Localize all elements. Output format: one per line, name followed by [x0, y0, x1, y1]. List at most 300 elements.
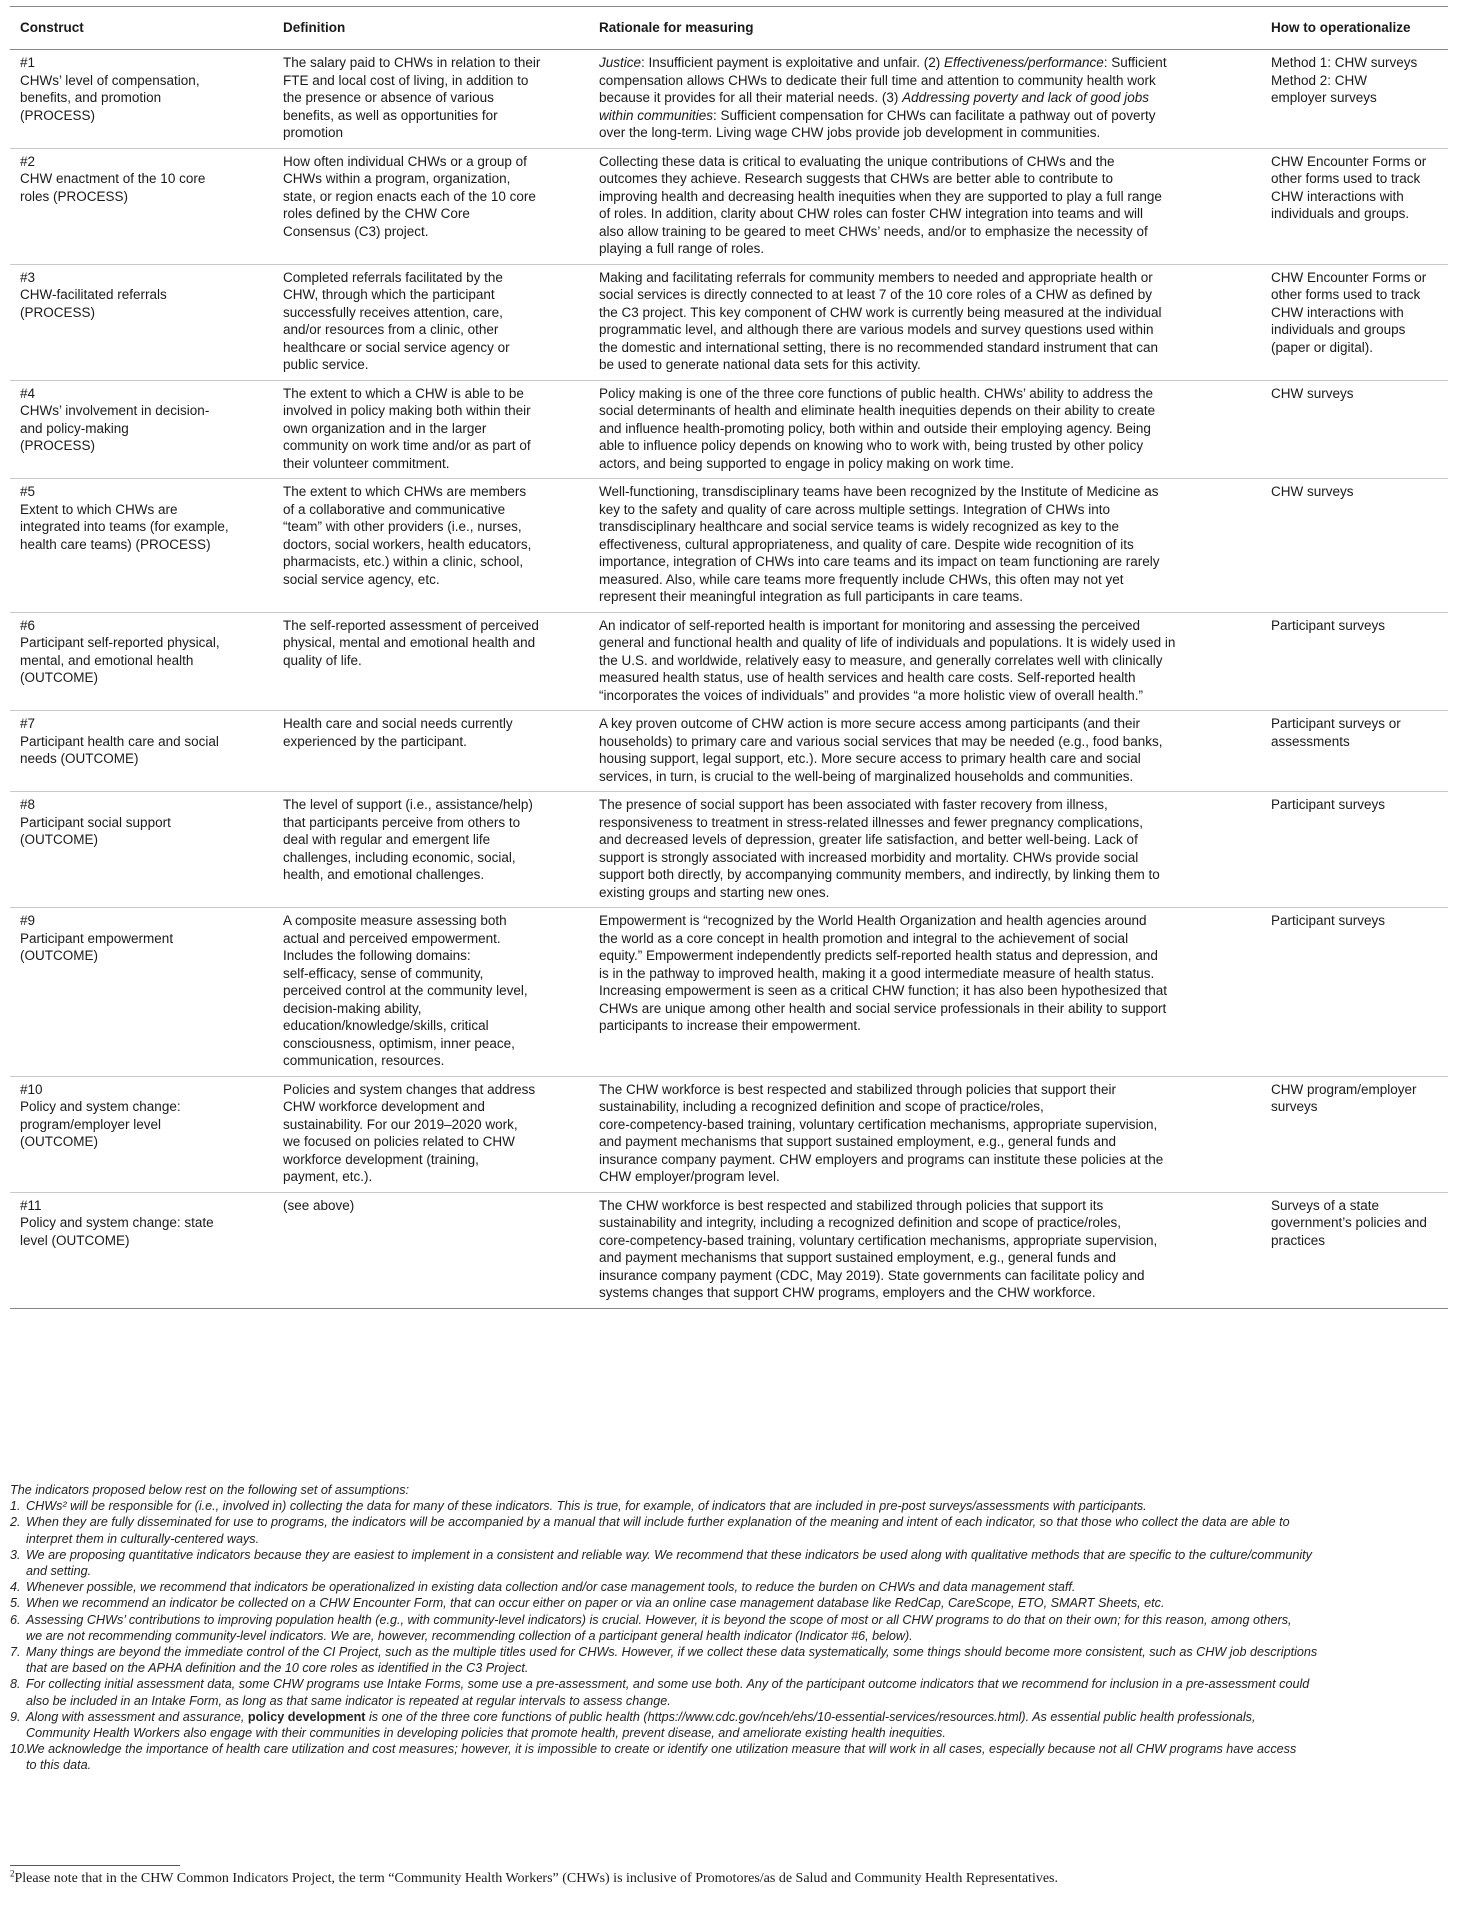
- construct-cell-line: (PROCESS): [20, 438, 96, 453]
- definition-cell-line: (see above): [283, 1197, 355, 1213]
- rationale-line: [599, 483, 1253, 501]
- definition-cell-line: quality of life.: [283, 652, 362, 668]
- operationalize-cell-line: CHW program/employer: [1271, 1081, 1417, 1097]
- rationale-text: also allow training to be geared to meet CHWs’ needs, and/or to emphasize the necessity of: [599, 223, 1148, 239]
- definition-cell-line: Completed referrals facilitated by the: [283, 269, 503, 285]
- definition-cell-line: involved in policy making both within their: [283, 403, 531, 418]
- note-number: 3.: [10, 1547, 21, 1562]
- note-line: Assessing CHWs’ contributions to improving population health (e.g., with community-level indicators) is crucial. However, it is beyond the scope of most or all CHW programs to do that on their own; for this reason, among others,: [26, 1612, 1292, 1627]
- rationale-text: general and functional health and quality of life of individuals and populations. It is widely used in: [599, 635, 1176, 650]
- definition-cell: [273, 148, 589, 264]
- rationale-line: [599, 501, 1253, 519]
- operationalize-cell-line: other forms used to track: [1271, 287, 1421, 302]
- note-item: [10, 1741, 1438, 1773]
- note-item: [10, 1709, 1438, 1741]
- rationale-line: [599, 1017, 1253, 1035]
- definition-cell-line: CHWs within a program, organization,: [283, 171, 511, 186]
- rationale-line: [599, 1151, 1253, 1169]
- rationale-line: [599, 420, 1253, 438]
- note-line: we are not recommending community-level indicators. We are, however, recommending collection of a participant general health indicator (Indicator #6, below).: [26, 1628, 913, 1643]
- rationale-line: [599, 947, 1253, 965]
- rationale-text: CHW employer/program level.: [599, 1169, 780, 1184]
- rationale-cell: [589, 711, 1261, 792]
- rationale-text: the world as a core concept in health promotion and integral to the achievement of social: [599, 930, 1129, 946]
- construct-cell-line: level (OUTCOME): [20, 1232, 130, 1248]
- construct-cell-line: (PROCESS): [20, 107, 96, 123]
- construct-cell-line: #8: [20, 797, 36, 812]
- definition-cell-line: experienced by the participant.: [283, 733, 467, 749]
- operationalize-cell-line: Participant surveys: [1271, 617, 1386, 633]
- definition-cell-line: The salary paid to CHWs in relation to their: [283, 55, 541, 70]
- construct-cell-line: health care teams) (PROCESS): [20, 536, 211, 552]
- rationale-line: [599, 814, 1253, 832]
- rationale-line: [599, 89, 1253, 107]
- construct-cell-line: #10: [20, 1081, 43, 1097]
- operationalize-cell: [1261, 1076, 1448, 1192]
- rationale-cell: [589, 1076, 1261, 1192]
- operationalize-cell-line: assessments: [1271, 733, 1350, 749]
- construct-cell-line: Participant social support: [20, 814, 171, 830]
- definition-cell-line: The level of support (i.e., assistance/help): [283, 797, 533, 812]
- rationale-text: insurance company payment. CHW employers and programs can institute these policies at the: [599, 1151, 1164, 1167]
- construct-cell-line: and policy-making: [20, 420, 129, 436]
- rationale-line: [599, 669, 1253, 687]
- construct-cell-line: (PROCESS): [20, 304, 96, 320]
- rationale-text: support both directly, by accompanying community members, and indirectly, by linking them to: [599, 867, 1160, 882]
- note-text: [26, 1709, 1438, 1741]
- construct-cell-line: (OUTCOME): [20, 670, 98, 685]
- note-line: We are proposing quantitative indicators because they are easiest to implement in a consistent and reliable way. We recommend that these indicators be used along with qualitative methods that are specific to the culture/community: [26, 1547, 1312, 1562]
- rationale-text: insurance company payment (CDC, May 2019). State governments can facilitate policy and: [599, 1267, 1145, 1283]
- definition-cell-line: state, or region enacts each of the 10 core: [283, 188, 536, 204]
- definition-cell-line: perceived control at the community level,: [283, 983, 528, 998]
- table-row: [10, 264, 1448, 380]
- rationale-text: measured health status, use of health services and health care costs. Self-reported health: [599, 670, 1136, 685]
- note-line: When we recommend an indicator be collected on a CHW Encounter Form, that can occur either on paper or via an online case management database like RedCap, CareScope, ETO, SMART Sheets, etc.: [26, 1596, 1165, 1611]
- rationale-text: social services is directly connected to at least 7 of the 10 core roles of a CHW as defined by: [599, 287, 1153, 302]
- note-text: [26, 1595, 1438, 1611]
- table-body: [10, 50, 1448, 1309]
- assumptions-notes: [10, 1482, 1438, 1774]
- definition-cell-line: that participants perceive from others to: [283, 814, 521, 830]
- rationale-line: [599, 617, 1253, 635]
- rationale-text: The presence of social support has been associated with faster recovery from illness,: [599, 797, 1108, 812]
- table-row: [10, 1192, 1448, 1308]
- definition-cell-line: pharmacists, etc.) within a clinic, school,: [283, 554, 524, 569]
- rationale-line: [599, 286, 1253, 304]
- note-number: 10.: [10, 1742, 28, 1757]
- note-text-part: is one of the three core functions of public health (https://www.cdc.gov/nceh/ehs/10-essential-services/resources.html). As essential public health professionals,: [365, 1709, 1256, 1724]
- operationalize-cell-line: practices: [1271, 1232, 1326, 1248]
- definition-cell-line: successfully receives attention, care,: [283, 304, 503, 320]
- rationale-line: [599, 536, 1253, 554]
- rationale-line: [599, 1000, 1253, 1018]
- operationalize-cell-line: CHW Encounter Forms or: [1271, 153, 1427, 169]
- definition-cell-line: The extent to which CHWs are members: [283, 484, 527, 499]
- definition-cell-line: communication, resources.: [283, 1053, 445, 1068]
- construct-cell-line: Policy and system change:: [20, 1099, 181, 1114]
- rationale-text: sustainability and integrity, including a recognized definition and scope of practice/roles,: [599, 1215, 1122, 1230]
- definition-cell-line: decision-making ability,: [283, 1000, 422, 1016]
- definition-cell: [273, 792, 589, 908]
- construct-cell-line: Participant self-reported physical,: [20, 635, 220, 650]
- rationale-text: responsiveness to treatment in stress-related illnesses and fewer pregnancy complications,: [599, 814, 1144, 830]
- rationale-emphasis: Effectiveness/performance: [943, 55, 1104, 70]
- definition-cell-line: Includes the following domains:: [283, 948, 471, 963]
- construct-cell-line: CHW-facilitated referrals: [20, 287, 167, 302]
- rationale-line: [599, 553, 1253, 571]
- rationale-line: [599, 930, 1253, 948]
- definition-cell-line: health, and emotional challenges.: [283, 867, 485, 882]
- rationale-text: improving health and decreasing health inequities when they are supported to play a full range: [599, 188, 1162, 204]
- rationale-line: [599, 1098, 1253, 1116]
- note-item: [10, 1547, 1438, 1579]
- operationalize-cell-line: Surveys of a state: [1271, 1197, 1380, 1213]
- indicators-table: [10, 6, 1448, 1309]
- rationale-line: [599, 634, 1253, 652]
- note-item: [10, 1612, 1438, 1644]
- construct-cell-line: CHW enactment of the 10 core: [20, 171, 206, 186]
- note-number: 7.: [10, 1645, 21, 1660]
- definition-cell: [273, 50, 589, 149]
- rationale-cell: [589, 264, 1261, 380]
- rationale-text: key to the safety and quality of care across multiple settings. Integration of CHWs into: [599, 501, 1110, 517]
- rationale-cell: [589, 792, 1261, 908]
- rationale-text: is in the pathway to improved health, making it a good intermediate measure of health status.: [599, 965, 1155, 981]
- note-text: [26, 1676, 1438, 1708]
- note-text: [26, 1644, 1438, 1676]
- note-number: 2.: [10, 1515, 21, 1530]
- note-number: 6.: [10, 1612, 21, 1627]
- construct-cell-line: Participant empowerment: [20, 930, 174, 946]
- construct-cell-line: Participant health care and social: [20, 733, 219, 749]
- definition-cell: [273, 1192, 589, 1308]
- rationale-line: [599, 339, 1253, 357]
- construct-cell-line: (OUTCOME): [20, 832, 98, 847]
- rationale-text: Making and facilitating referrals for community members to needed and appropriate health or: [599, 269, 1153, 285]
- note-line: Many things are beyond the immediate control of the CI Project, such as the multiple titles used for CHWs. However, if we collect these data systematically, some things should become more consistent, such as CHW job descriptions: [26, 1645, 1318, 1660]
- definition-cell-line: social service agency, etc.: [283, 571, 440, 587]
- rationale-text: and influence health-promoting policy, both within and outside their employing agency. Being: [599, 420, 1151, 436]
- rationale-text: the U.S. and worldwide, relatively easy to measure, and generally correlates well with clinically: [599, 652, 1163, 668]
- table-row: [10, 612, 1448, 711]
- rationale-text: A key proven outcome of CHW action is more secure access among participants (and their: [599, 716, 1140, 731]
- table-row: [10, 792, 1448, 908]
- operationalize-cell: [1261, 148, 1448, 264]
- rationale-line: [599, 54, 1253, 72]
- operationalize-cell: [1261, 1192, 1448, 1308]
- rationale-line: [599, 912, 1253, 930]
- construct-cell-line: benefits, and promotion: [20, 90, 162, 105]
- operationalize-cell-line: CHW surveys: [1271, 484, 1354, 499]
- operationalize-cell: [1261, 380, 1448, 479]
- rationale-line: [599, 1284, 1253, 1302]
- rationale-text: CHWs are unique among other health and social service professionals in their ability to support: [599, 1000, 1167, 1016]
- construct-cell-line: roles (PROCESS): [20, 188, 129, 204]
- note-line: that are based on the APHA definition and the 10 core roles as identified in the C3 Project.: [26, 1661, 529, 1676]
- rationale-line: [599, 1133, 1253, 1151]
- definition-cell: [273, 711, 589, 792]
- definition-cell-line: The extent to which a CHW is able to be: [283, 385, 524, 401]
- rationale-text: : Insufficient payment is exploitative and unfair. (2): [641, 55, 944, 70]
- rationale-emphasis: Justice: [599, 55, 642, 70]
- rationale-line: [599, 356, 1253, 374]
- rationale-text: : Sufficient: [1103, 55, 1167, 70]
- rationale-emphasis: Addressing poverty and lack of good jobs: [902, 90, 1150, 105]
- table-row: [10, 711, 1448, 792]
- table-row: [10, 50, 1448, 149]
- rationale-line: [599, 170, 1253, 188]
- rationale-text: compensation allows CHWs to dedicate their full time and attention to community health work: [599, 72, 1156, 88]
- operationalize-cell: [1261, 711, 1448, 792]
- rationale-line: [599, 402, 1253, 420]
- rationale-text: support is strongly associated with increased morbidity and mortality. CHWs provide social: [599, 849, 1139, 865]
- rationale-line: [599, 269, 1253, 287]
- rationale-text: measured. Also, while care teams more frequently include CHWs, this often may not yet: [599, 571, 1124, 587]
- rationale-text: The CHW workforce is best respected and stabilized through policies that support its: [599, 1197, 1104, 1213]
- construct-cell-line: CHWs’ level of compensation,: [20, 72, 200, 88]
- construct-cell-line: #2: [20, 153, 36, 169]
- rationale-line: [599, 223, 1253, 241]
- rationale-line: [599, 965, 1253, 983]
- note-item: [10, 1579, 1438, 1595]
- rationale-text: social determinants of health and eliminate health inequities depends on their ability to create: [599, 403, 1156, 418]
- rationale-line: [599, 884, 1253, 902]
- rationale-line: [599, 768, 1253, 786]
- rationale-line: [599, 652, 1253, 670]
- rationale-text: An indicator of self-reported health is important for monitoring and assessing the perceived: [599, 617, 1141, 633]
- rationale-text: “incorporates the voices of individuals” and provides “a more holistic view of overall health.”: [599, 687, 1144, 703]
- definition-cell-line: and/or resources from a clinic, other: [283, 322, 499, 337]
- rationale-cell: [589, 380, 1261, 479]
- note-number: 5.: [10, 1596, 21, 1611]
- table-row: [10, 1076, 1448, 1192]
- rationale-text: Increasing empowerment is seen as a critical CHW function; it has also been hypothesized that: [599, 983, 1168, 998]
- construct-cell-line: Policy and system change: state: [20, 1215, 214, 1230]
- rationale-line: [599, 1081, 1253, 1099]
- rationale-text: core-competency-based training, voluntary certification mechanisms, appropriate supervision,: [599, 1232, 1158, 1248]
- rationale-line: [599, 588, 1253, 606]
- definition-cell-line: How often individual CHWs or a group of: [283, 153, 527, 169]
- construct-cell: [10, 380, 273, 479]
- operationalize-cell-line: Participant surveys: [1271, 797, 1386, 812]
- rationale-text: importance, integration of CHWs into care teams and its impact on team functioning are rarely: [599, 554, 1160, 569]
- operationalize-cell-line: government’s policies and: [1271, 1215, 1427, 1230]
- definition-cell-line: education/knowledge/skills, critical: [283, 1018, 489, 1033]
- definition-cell-line: we focused on policies related to CHW: [283, 1134, 515, 1149]
- note-line: When they are fully disseminated for use to programs, the indicators will be accompanied by a manual that will include further explanation of the meaning and intent of each indicator, so that those who collect the data are able to: [26, 1515, 1290, 1530]
- definition-cell-line: physical, mental and emotional health and: [283, 635, 536, 650]
- rationale-text: existing groups and starting new ones.: [599, 884, 830, 900]
- rationale-text: of roles. In addition, clarity about CHW roles can foster CHW integration into teams and will: [599, 206, 1143, 221]
- rationale-line: [599, 831, 1253, 849]
- rationale-text: sustainability, including a recognized definition and scope of practice/roles,: [599, 1099, 1044, 1114]
- construct-cell-line: program/employer level: [20, 1116, 162, 1132]
- construct-cell-line: #3: [20, 269, 36, 285]
- rationale-line: [599, 1232, 1253, 1250]
- definition-cell-line: own organization and in the larger: [283, 420, 487, 436]
- operationalize-cell: [1261, 264, 1448, 380]
- note-text: [26, 1612, 1438, 1644]
- construct-cell-line: CHWs’ involvement in decision-: [20, 403, 210, 418]
- definition-cell-line: benefits, as well as opportunities for: [283, 107, 498, 123]
- construct-cell-line: #4: [20, 385, 36, 401]
- rationale-text: be used to generate national data sets for this activity.: [599, 357, 921, 372]
- table-row: [10, 479, 1448, 613]
- construct-cell: [10, 612, 273, 711]
- header-operationalize: How to operationalize: [1261, 7, 1448, 50]
- note-number: 8.: [10, 1677, 21, 1692]
- construct-cell-line: #6: [20, 617, 36, 633]
- definition-cell-line: of a collaborative and communicative: [283, 501, 506, 517]
- construct-cell-line: #5: [20, 484, 36, 499]
- operationalize-cell-line: individuals and groups.: [1271, 206, 1410, 221]
- rationale-text: because it provides for all their material needs. (3): [599, 90, 903, 105]
- header-construct: Construct: [10, 7, 273, 50]
- definition-cell-line: their volunteer commitment.: [283, 455, 450, 471]
- definition-cell-line: the presence or absence of various: [283, 90, 494, 105]
- note-line: For collecting initial assessment data, some CHW programs use Intake Forms, some use a pre-assessment, and some use both. Any of the participant outcome indicators that we recommend for inclusion in a pre-assessment could: [26, 1677, 1310, 1692]
- rationale-line: [599, 385, 1253, 403]
- rationale-cell: [589, 1192, 1261, 1308]
- construct-cell-line: #1: [20, 55, 36, 70]
- rationale-line: [599, 205, 1253, 223]
- rationale-text: effectiveness, cultural appropriateness, and quality of care. Despite wide recognition of its: [599, 536, 1134, 552]
- construct-cell: [10, 1076, 273, 1192]
- note-item: [10, 1644, 1438, 1676]
- operationalize-cell-line: Participant surveys: [1271, 913, 1386, 928]
- definition-cell-line: Policies and system changes that address: [283, 1081, 536, 1097]
- note-text-part: Community Health Workers also engage with their communities in developing policies that promote health, prevent disease, and ameliorate existing health inequities.: [26, 1726, 946, 1741]
- construct-cell-line: (OUTCOME): [20, 948, 98, 963]
- operationalize-cell: [1261, 612, 1448, 711]
- definition-cell-line: Consensus (C3) project.: [283, 223, 429, 239]
- definition-cell-line: community on work time and/or as part of: [283, 438, 531, 453]
- rationale-line: [599, 455, 1253, 473]
- operationalize-cell-line: CHW interactions with: [1271, 304, 1404, 320]
- rationale-text: over the long-term. Living wage CHW jobs provide job development in communities.: [599, 125, 1101, 140]
- definition-cell-line: deal with regular and emergent life: [283, 832, 491, 847]
- rationale-text: programmatic level, and although there are various models and survey questions used within: [599, 322, 1154, 337]
- rationale-line: [599, 866, 1253, 884]
- rationale-line: [599, 72, 1253, 90]
- rationale-text: The CHW workforce is best respected and stabilized through policies that support their: [599, 1081, 1117, 1097]
- note-bold-term: policy development: [247, 1709, 366, 1724]
- note-text: [26, 1579, 1438, 1595]
- operationalize-cell-line: other forms used to track: [1271, 171, 1421, 186]
- operationalize-cell-line: CHW Encounter Forms or: [1271, 269, 1427, 285]
- definition-cell-line: actual and perceived empowerment.: [283, 930, 501, 946]
- rationale-text: core-competency-based training, voluntary certification mechanisms, appropriate supervision,: [599, 1116, 1158, 1132]
- operationalize-cell-line: Participant surveys or: [1271, 716, 1401, 731]
- rationale-line: [599, 1116, 1253, 1134]
- rationale-cell: [589, 50, 1261, 149]
- rationale-cell: [589, 148, 1261, 264]
- definition-cell: [273, 380, 589, 479]
- footnote-text: Please note that in the CHW Common Indicators Project, the term “Community Health Workers” (CHWs) is inclusive of Promotores/as de Salud and Community Health Representatives.: [14, 1871, 1058, 1886]
- note-text: [26, 1741, 1438, 1773]
- rationale-line: [599, 304, 1253, 322]
- definition-cell-line: The self-reported assessment of perceived: [283, 617, 539, 633]
- rationale-text: : Sufficient compensation for CHWs can facilitate a pathway out of poverty: [713, 107, 1156, 123]
- rationale-line: [599, 1214, 1253, 1232]
- construct-cell: [10, 792, 273, 908]
- operationalize-cell-line: individuals and groups: [1271, 322, 1406, 337]
- note-item: [10, 1676, 1438, 1708]
- rationale-text: equity.” Empowerment independently predicts self-reported health status and depression, and: [599, 948, 1158, 963]
- note-text: [26, 1514, 1438, 1546]
- rationale-line: [599, 733, 1253, 751]
- construct-cell-line: #9: [20, 913, 36, 928]
- operationalize-cell: [1261, 50, 1448, 149]
- rationale-text: Policy making is one of the three core functions of public health. CHWs’ ability to address the: [599, 385, 1154, 401]
- rationale-line: [599, 153, 1253, 171]
- construct-cell-line: #7: [20, 716, 36, 731]
- rationale-text: able to influence policy depends on knowing who to work with, being trusted by other policy: [599, 438, 1144, 453]
- note-item: [10, 1514, 1438, 1546]
- rationale-line: [599, 124, 1253, 142]
- construct-cell-line: needs (OUTCOME): [20, 751, 139, 766]
- definition-cell: [273, 612, 589, 711]
- construct-cell: [10, 148, 273, 264]
- rationale-text: the domestic and international setting, there is no recommended standard instrument that can: [599, 339, 1159, 355]
- rationale-line: [599, 687, 1253, 705]
- note-line: also be included in an Intake Form, as long as that same indicator is repeated at regular intervals to assess change.: [26, 1693, 671, 1708]
- note-line: We acknowledge the importance of health care utilization and cost measures; however, it is impossible to create or identify one utilization measure that will work in all cases, especially because not all CHW programs have access: [26, 1742, 1297, 1757]
- construct-cell: [10, 50, 273, 149]
- rationale-text: the C3 project. This key component of CHW work is currently being measured at the individual: [599, 304, 1162, 320]
- rationale-line: [599, 240, 1253, 258]
- definition-cell-line: CHW, through which the participant: [283, 287, 495, 302]
- note-item: [10, 1595, 1438, 1611]
- definition-cell: [273, 1076, 589, 1192]
- definition-cell-line: sustainability. For our 2019–2020 work,: [283, 1116, 518, 1132]
- note-text: [26, 1498, 1438, 1514]
- construct-cell: [10, 264, 273, 380]
- definition-cell-line: CHW workforce development and: [283, 1099, 485, 1114]
- rationale-line: [599, 518, 1253, 536]
- definition-cell-line: promotion: [283, 125, 344, 140]
- definition-cell-line: doctors, social workers, health educators,: [283, 536, 532, 552]
- rationale-text: Collecting these data is critical to evaluating the unique contributions of CHWs and the: [599, 153, 1115, 169]
- operationalize-cell: [1261, 479, 1448, 613]
- construct-cell: [10, 711, 273, 792]
- rationale-text: households) to primary care and various social services that may be needed (e.g., food banks,: [599, 733, 1163, 749]
- definition-cell-line: roles defined by the CHW Core: [283, 206, 470, 221]
- definition-cell-line: challenges, including economic, social,: [283, 849, 516, 865]
- table-row: [10, 380, 1448, 479]
- rationale-text: participants to increase their empowerment.: [599, 1018, 861, 1033]
- rationale-text: playing a full range of roles.: [599, 241, 765, 256]
- footnote-marker: 2: [10, 1868, 15, 1879]
- definition-cell: [273, 264, 589, 380]
- rationale-line: [599, 715, 1253, 733]
- definition-cell-line: consciousness, optimism, inner peace,: [283, 1035, 515, 1051]
- rationale-line: [599, 1168, 1253, 1186]
- footnote: [10, 1870, 1440, 1888]
- rationale-line: [599, 1197, 1253, 1215]
- rationale-text: and payment mechanisms that support sustained employment, e.g., general funds and: [599, 1250, 1117, 1265]
- note-text-part: Along with assessment and assurance,: [26, 1709, 248, 1724]
- operationalize-cell-line: employer surveys: [1271, 90, 1377, 105]
- definition-cell-line: self-efficacy, sense of community,: [283, 965, 484, 981]
- rationale-text: Well-functioning, transdisciplinary teams have been recognized by the Institute of Medicine as: [599, 484, 1159, 499]
- operationalize-cell-line: Method 2: CHW: [1271, 72, 1368, 88]
- definition-cell-line: healthcare or social service agency or: [283, 339, 510, 355]
- definition-cell-line: public service.: [283, 357, 369, 372]
- rationale-text: actors, and being supported to engage in policy making on work time.: [599, 455, 1014, 471]
- definition-cell: [273, 479, 589, 613]
